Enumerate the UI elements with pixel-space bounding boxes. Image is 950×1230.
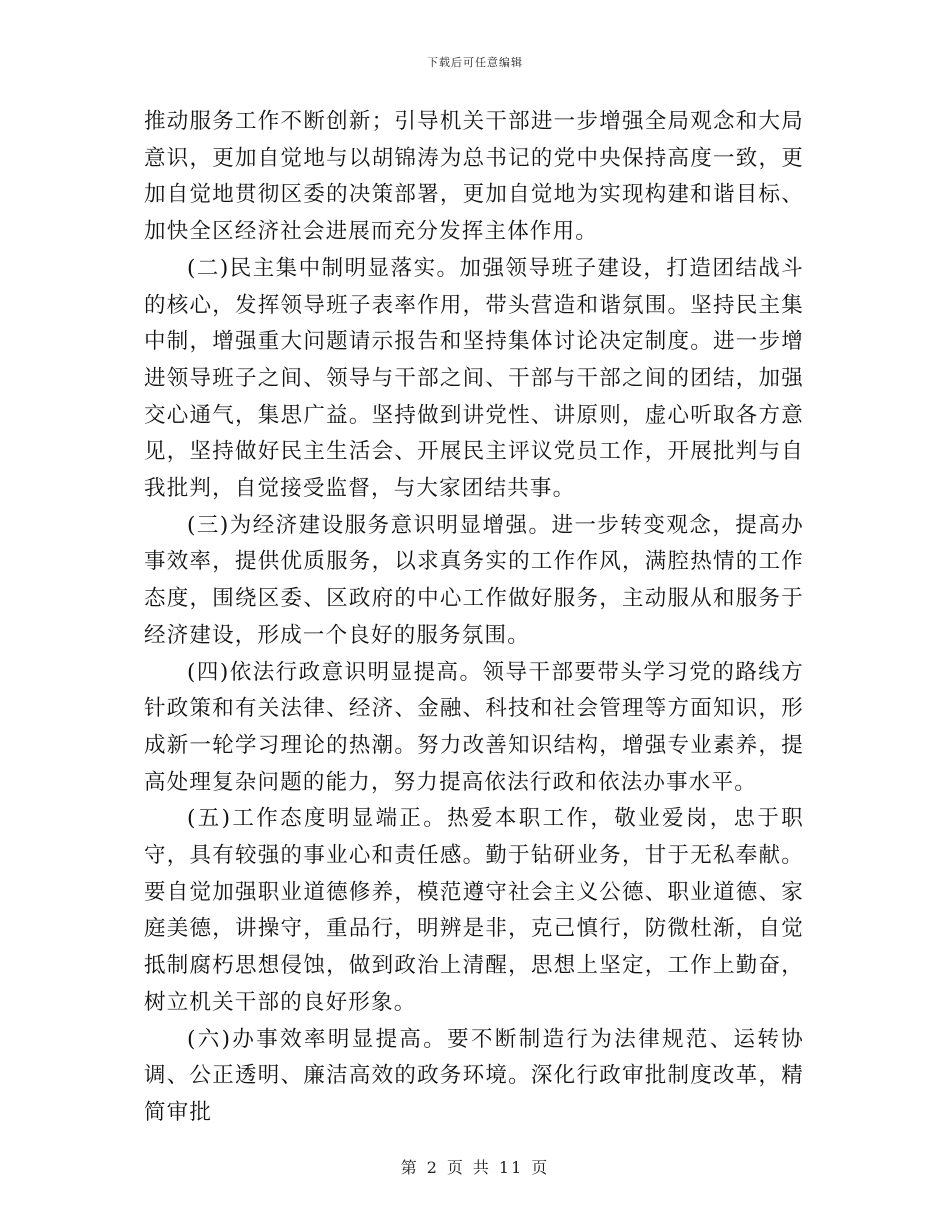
paragraph-rule-of-law: (四)依法行政意识明显提高。领导干部要带头学习党的路线方针政策和有关法律、经济、金融、科技和社会管理等方面知识，形成新一轮学习理论的热潮。努力改善知识结构，增强专业素养，提高处理复杂问题的能力，努力提高依法行政和依法办事水平。 [144, 659, 804, 795]
footer-total-pages: 11 [498, 1158, 524, 1177]
header-note: 下载后可任意编辑 [427, 56, 523, 69]
paragraph-economic-service: (三)为经济建设服务意识明显增强。进一步转变观念，提高办事效率，提供优质服务，以求真务实的工作作风，满腔热情的工作态度，围绕区委、区政府的中心工作做好服务，主动服从和服务于经济建设，形成一个良好的服务氛围。 [144, 512, 804, 648]
paragraph-continuation: 推动服务工作不断创新；引导机关干部进一步增强全局观念和大局意识，更加自觉地与以胡锦涛为总书记的党中央保持高度一致，更加自觉地贯彻区委的决策部署，更加自觉地为实现构建和谐目标、加快全区经济社会进展而充分发挥主体作用。 [144, 109, 804, 245]
page-footer [0, 1155, 950, 1178]
paragraph-efficiency: (六)办事效率明显提高。要不断制造行为法律规范、运转协调、公正透明、廉洁高效的政务环境。深化行政审批制度改革，精简审批 [144, 1026, 804, 1125]
paragraph-work-attitude: (五)工作态度明显端正。热爱本职工作，敬业爱岗，忠于职守，具有较强的事业心和责任感。勤于钻研业务，甘于无私奉献。要自觉加强职业道德修养，模范遵守社会主义公德、职业道德、家庭美德，讲操守，重品行，明辨是非，克己慎行，防微杜渐，自觉抵制腐朽思想侵蚀，做到政治上清醒，思想上坚定，工作上勤奋，树立机关干部的良好形象。 [144, 806, 804, 1015]
footer-page-word: 页 [446, 1158, 465, 1177]
footer-current-page: 2 [426, 1158, 439, 1177]
footer-suffix: 页 [531, 1158, 550, 1177]
footer-total-word: 共 [472, 1158, 491, 1177]
paragraph-democratic-centralism: (二)民主集中制明显落实。加强领导班子建设，打造团结战斗的核心，发挥领导班子表率作用，带头营造和谐氛围。坚持民主集中制，增强重大问题请示报告和坚持集体讨论决定制度。进一步增进领导班子之间、领导与干部之间、干部与干部之间的团结，加强交心通气，集思广益。坚持做到讲党性、讲原则，虚心听取各方意见，坚持做好民主生活会、开展民主评议党员工作，开展批判与自我批判，自觉接受监督，与大家团结共事。 [144, 255, 804, 502]
document-body [144, 104, 804, 1132]
footer-prefix: 第 [400, 1158, 419, 1177]
